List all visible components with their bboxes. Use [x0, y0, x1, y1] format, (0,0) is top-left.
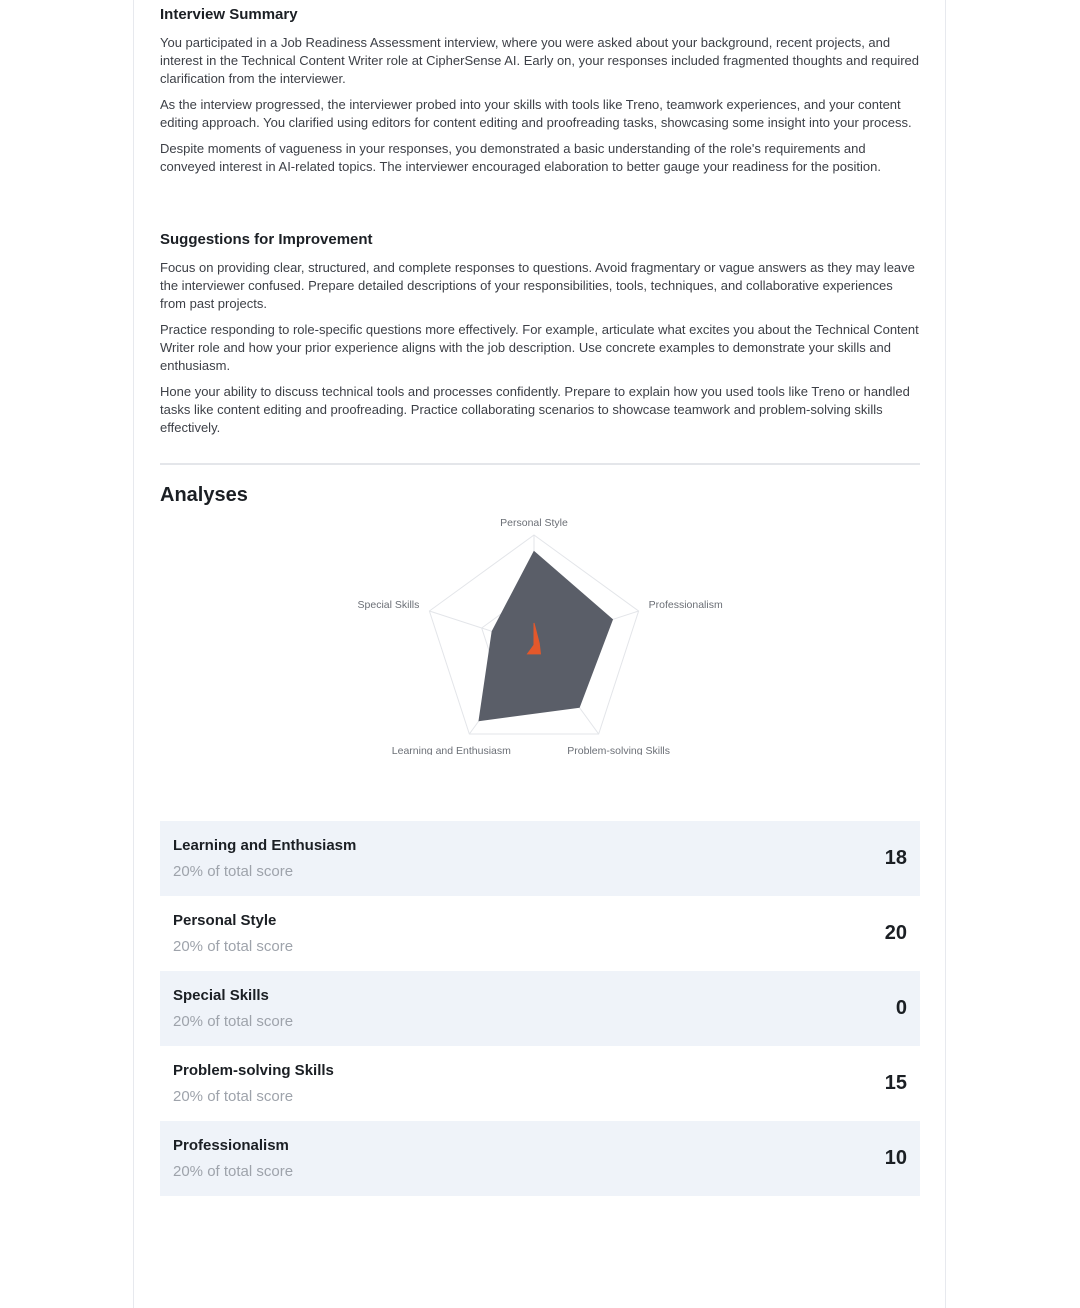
score-weight: 20% of total score — [173, 1163, 294, 1180]
radar-axis-label: Special Skills — [357, 599, 420, 612]
summary-paragraph: As the interview progressed, the interviewer probed into your skills with tools like Treno, teamwork experiences, and your content editing approach. You clarified using editors for content editing and proofreading tasks, showcasing some insight into your process. — [160, 97, 912, 130]
section-divider — [160, 463, 920, 465]
score-row — [160, 821, 920, 896]
score-category-name: Special Skills — [173, 987, 269, 1004]
suggestions-title: Suggestions for Improvement — [160, 231, 373, 248]
score-row — [160, 896, 920, 971]
score-row — [160, 971, 920, 1046]
score-row — [160, 1046, 920, 1121]
radar-chart — [334, 515, 734, 755]
score-value: 20 — [884, 922, 907, 944]
score-category-name: Professionalism — [173, 1137, 289, 1154]
suggestions-section — [160, 231, 920, 445]
score-category-name: Learning and Enthusiasm — [173, 837, 357, 854]
interview-summary-section — [160, 6, 920, 184]
score-list — [160, 821, 920, 1196]
report-card — [133, 0, 946, 1308]
radar-axis-label: Personal Style — [500, 517, 568, 529]
score-category-name: Problem-solving Skills — [173, 1062, 334, 1079]
analyses-title: Analyses — [160, 484, 248, 506]
suggestion-paragraph: Focus on providing clear, structured, and complete responses to questions. Avoid fragmentary or vague answers as they may leave the interviewer confused. Prepare detailed descriptions of your responsibilities, tools, techniques, and collaborative experiences from past projects. — [160, 260, 915, 311]
score-category-name: Personal Style — [173, 912, 277, 929]
score-value: 10 — [884, 1147, 907, 1169]
summary-paragraph: Despite moments of vagueness in your responses, you demonstrated a basic understanding of the role's requirements and conveyed interest in AI-related topics. The interviewer encouraged elaboration to better gauge your readiness for the position. — [160, 141, 881, 174]
score-weight: 20% of total score — [173, 1013, 294, 1030]
score-value: 15 — [884, 1072, 907, 1094]
summary-paragraph: You participated in a Job Readiness Assessment interview, where you were asked about your background, recent projects, and interest in the Technical Content Writer role at CipherSense AI. Early on, your responses included fragmented thoughts and required clarification from the interviewer. — [160, 35, 920, 86]
score-value: 0 — [895, 997, 907, 1019]
score-weight: 20% of total score — [173, 938, 294, 955]
score-row — [160, 1121, 920, 1196]
radar-axis-label: Learning and Enthusiasm — [391, 744, 511, 755]
score-weight: 20% of total score — [173, 1088, 294, 1105]
suggestion-paragraph: Practice responding to role-specific questions more effectively. For example, articulate what excites you about the Technical Content Writer role and how your prior experience aligns with the job description. Use concrete examples to demonstrate your skills and enthusiasm. — [160, 322, 919, 373]
interview-summary-title: Interview Summary — [160, 6, 298, 23]
suggestion-paragraph: Hone your ability to discuss technical tools and processes confidently. Prepare to explain how you used tools like Treno or handled tasks like content editing and proofreading. Practice collaborating scenarios to showcase teamwork and problem-solving skills effectively. — [160, 384, 910, 435]
radar-axis-label: Professionalism — [648, 599, 723, 612]
score-weight: 20% of total score — [173, 863, 294, 880]
score-value: 18 — [884, 847, 907, 869]
radar-axis-label: Problem-solving Skills — [567, 744, 671, 755]
